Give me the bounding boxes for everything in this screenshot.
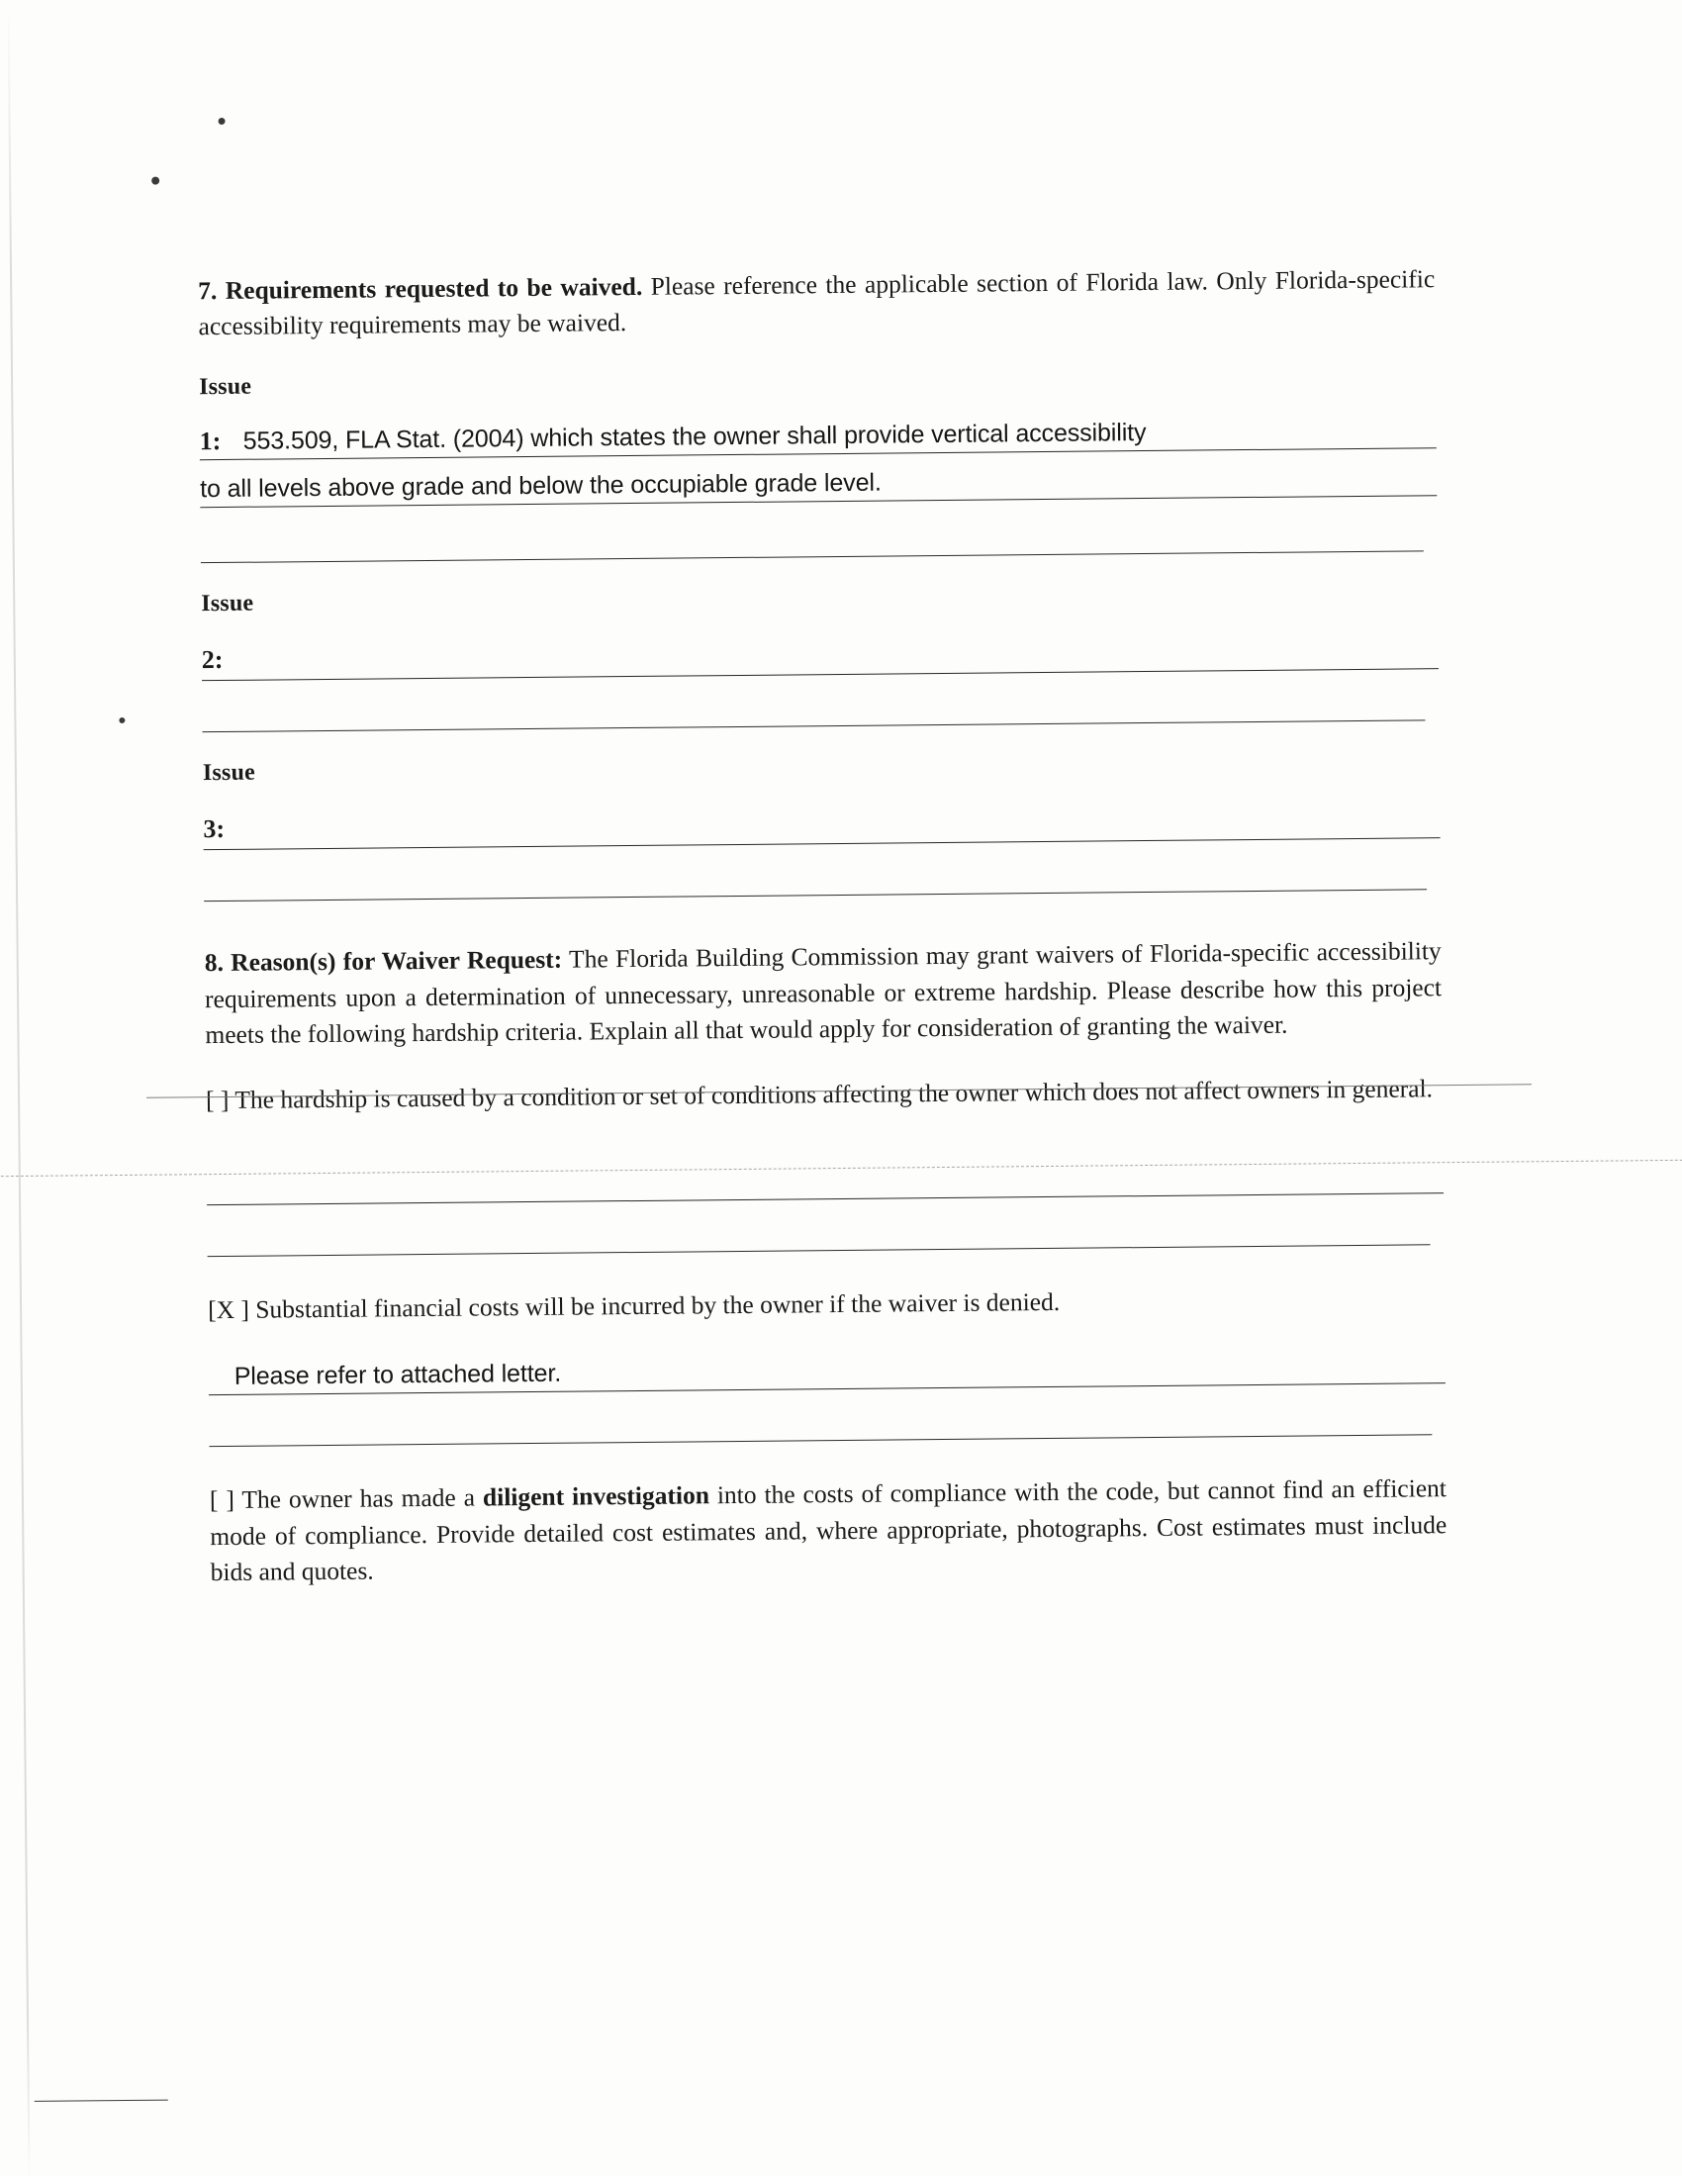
criterion-2-text: Substantial financial costs will be incurred by the owner if the waiver is denied.	[255, 1287, 1061, 1324]
criterion-1-answer-block[interactable]	[207, 1142, 1445, 1267]
issue-3-number: 3:	[203, 814, 226, 844]
issue-1-number: 1:	[199, 427, 222, 456]
issue-3-line-2[interactable]	[204, 843, 1441, 912]
section-8-number: 8.	[204, 948, 225, 978]
criterion-3-checkbox[interactable]: [ ]	[209, 1485, 235, 1515]
issue-3-answer-block[interactable]	[203, 788, 1441, 912]
section-7-title: Requirements requested to be waived.	[225, 271, 643, 305]
issue-1-answer-text-2: to all levels above grade and below the occupiable grade level.	[200, 468, 882, 504]
criterion-1-text: The hardship is caused by a condition or set of conditions affecting the owner which does not affect owners in general.	[234, 1074, 1434, 1114]
issue-2-number: 2:	[201, 645, 224, 675]
scan-speck	[119, 717, 125, 723]
criterion-2-checkbox[interactable]: [X ]	[207, 1294, 250, 1325]
issue-1-answer-block[interactable]	[199, 408, 1437, 574]
section-8-paragraph	[205, 934, 1443, 1054]
scan-speck	[151, 177, 159, 185]
issue-label-2: Issue	[201, 591, 254, 617]
section-8-title: Reason(s) for Waiver Request:	[231, 945, 563, 978]
criterion-2-line-2[interactable]	[209, 1388, 1446, 1458]
criterion-3[interactable]	[210, 1472, 1448, 1591]
criterion-3-text-post: into the costs of compliance with the code, but cannot find an efficient mode of compliance. Provide detailed cost estimates and, where appropriate, photographs. Cost estimates must include bids and quotes.	[210, 1473, 1448, 1586]
criterion-1[interactable]	[206, 1071, 1443, 1118]
issue-2-line-2[interactable]	[202, 674, 1439, 743]
issue-1-line-3[interactable]	[200, 501, 1438, 574]
page-bottom-mark	[35, 2100, 168, 2102]
issue-label-3: Issue	[202, 760, 256, 787]
form-content	[198, 261, 1448, 1594]
criterion-1-line-2[interactable]	[207, 1197, 1444, 1267]
criterion-2-answer-block[interactable]	[209, 1339, 1447, 1458]
criterion-3-text-pre: The owner has made a	[241, 1482, 484, 1515]
scan-speck	[219, 118, 226, 125]
criterion-1-checkbox[interactable]: [ ]	[205, 1085, 230, 1115]
section-7-number: 7.	[198, 276, 218, 306]
section-8-body: The Florida Building Commission may grant waivers of Florida-specific accessibility requirements upon a determination of unnecessary, unreasonable or extreme hardship. Please describe how this project meets the following hardship criteria. Explain all that would apply for consideration of granting the waiver.	[204, 936, 1443, 1049]
issue-2-answer-block[interactable]	[202, 618, 1440, 743]
section-7-body: Please reference the applicable section of Florida law. Only Florida-specific accessibility requirements may be waived.	[198, 264, 1436, 341]
issue-1-answer-text-1: 553.509, FLA Stat. (2004) which states the owner shall provide vertical accessibility	[242, 419, 1147, 456]
criterion-2[interactable]	[208, 1281, 1445, 1328]
section-7-paragraph	[198, 261, 1436, 344]
issue-label-1: Issue	[199, 374, 252, 401]
criterion-2-answer-text: Please refer to attached letter.	[234, 1360, 562, 1391]
criterion-3-text-bold: diligent investigation	[482, 1480, 710, 1512]
page-edge-shadow	[7, 8, 30, 2184]
